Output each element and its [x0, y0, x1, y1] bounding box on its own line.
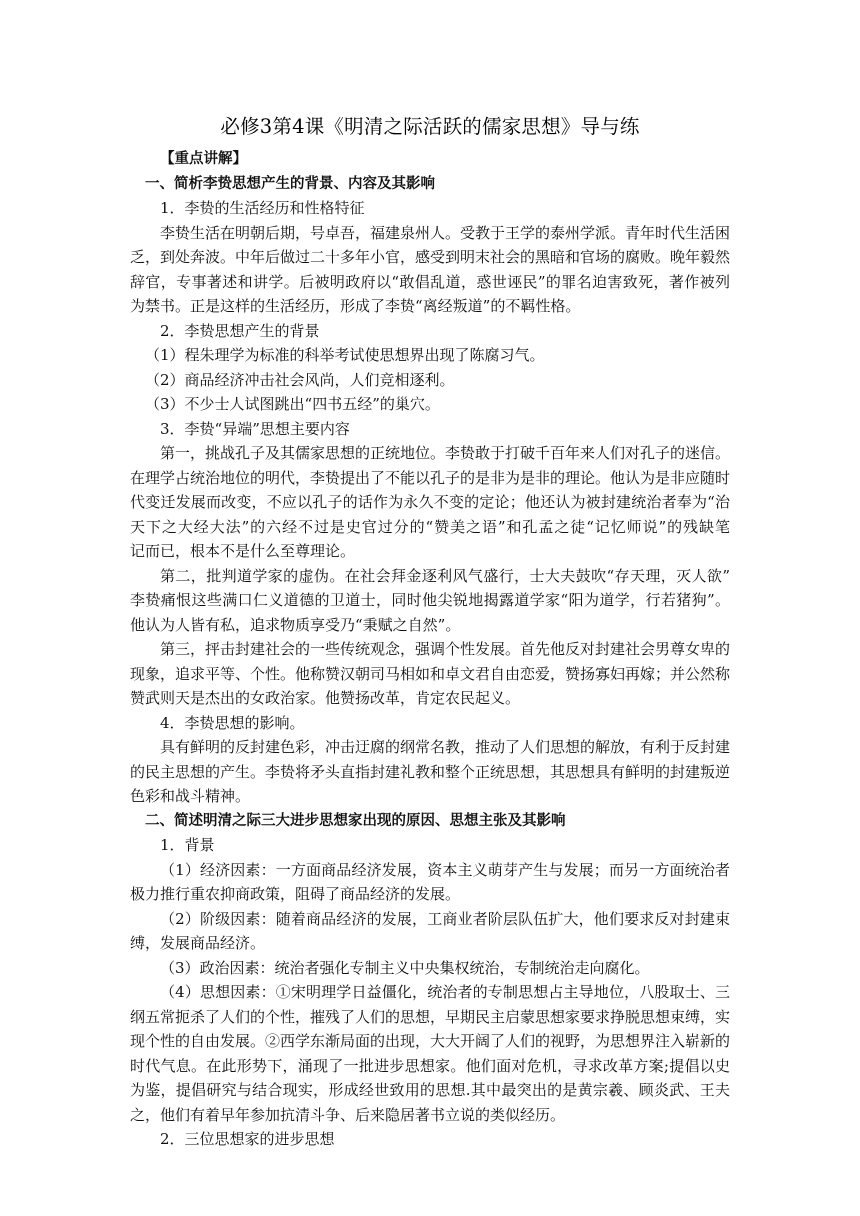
text-line: 辞官，专事著述和讲学。后被明政府以“敢倡乱道，惑世诬民”的罪名迫害致死，著作被列: [130, 272, 730, 291]
text-line: 为鉴，提倡研究与结合现实，形成经世致用的思想.其中最突出的是黄宗羲、顾炎武、王夫: [130, 1081, 730, 1099]
section-heading: 一、简析李贽思想产生的背景、内容及其影响: [145, 175, 435, 192]
document-body: [130, 147, 730, 1152]
text-line: 2．李贽思想产生的背景: [160, 321, 320, 340]
text-line: （4）思想因素：①宋明理学日益僵化，统治者的专制思想占主导地位，八股取士、三: [160, 983, 730, 1001]
text-line: 1．李贽的生活经历和性格特征: [160, 199, 365, 217]
text-line: 色彩和战斗精神。: [130, 787, 251, 805]
text-line: （1）经济因素：一方面商品经济发展，资本主义萌芽产生与发展；而另一方面统治者: [160, 860, 730, 879]
text-line: 1．背景: [160, 836, 215, 854]
text-line: 赞武则天是杰出的女政治家。他赞扬改革，肯定农民起义。: [130, 689, 521, 707]
section-heading: 二、简述明清之际三大进步思想家出现的原因、思想主张及其影响: [145, 812, 566, 829]
text-line: 第二，批判道学家的虚伪。在社会拜金逐利风气盛行，士大夫鼓吹“存天理，灭人欲”: [160, 566, 730, 585]
text-line: 具有鲜明的反封建色彩，冲击迂腐的纲常名教，推动了人们思想的解放，有利于反封建: [160, 738, 730, 756]
text-line: 在理学占统治地位的明代，李贽提出了不能以孔子的是非为是非的理论。他认为是非应随时: [130, 468, 730, 487]
text-line: 2．三位思想家的进步思想: [160, 1130, 335, 1148]
text-line: 时代气息。在此形势下，涌现了一批进步思想家。他们面对危机，寻求改革方案;提倡以史: [130, 1056, 730, 1075]
text-line: （3）政治因素：统治者强化专制主义中央集权统治，专制统治走向腐化。: [160, 958, 650, 977]
text-line: 现象，追求平等、个性。他称赞汉朝司马相如和卓文君自由恋爱，赞扬寡妇再嫁；并公然称: [130, 664, 730, 683]
text-line: 李贽痛恨这些满口仁义道德的卫道士，同时他尖锐地揭露道学家“阳为道学，行若猪狗”。: [130, 591, 730, 609]
text-line: 李贽生活在明朝后期，号卓吾，福建泉州人。受教于王学的泰州学派。青年时代生活困: [160, 223, 730, 242]
text-line: 他认为人皆有私，追求物质享受乃“秉赋之自然”。: [130, 615, 461, 634]
text-line: 为禁书。正是这样的生活经历，形成了李贽“离经叛道”的不羁性格。: [130, 297, 581, 315]
text-line: （2）商品经济冲击社会风尚，人们竞相逐利。: [145, 370, 455, 389]
section-heading: 【重点讲解】: [160, 151, 247, 167]
text-line: 纲五常扼杀了人们的个性，摧残了人们的思想，早期民主启蒙思想家要求挣脱思想束缚，实: [130, 1007, 730, 1026]
text-line: 第一，挑战孔子及其儒家思想的正统地位。李贽敢于打破千百年来人们对孔子的迷信。: [160, 444, 730, 462]
document-title: 必修3第4课《明清之际活跃的儒家思想》导与练: [220, 115, 640, 138]
text-line: 极力推行重农抑商政策，阻碍了商品经济的发展。: [130, 885, 461, 903]
text-line: 的民主思想的产生。李贽将矛头直指封建礼教和整个正统思想，其思想具有鲜明的封建叛逆: [130, 762, 730, 781]
text-line: 缚，发展商品经济。: [130, 934, 266, 952]
text-line: 第三，抨击封建社会的一些传统观念，强调个性发展。首先他反对封建社会男尊女卑的: [160, 640, 730, 658]
text-line: 乏，到处奔波。中年后做过二十多年小官，感受到明末社会的黑暗和官场的腐败。晚年毅然: [130, 248, 730, 266]
text-line: 天下之大经大法”的六经不过是史官过分的“赞美之语”和孔孟之徒“记忆师说”的残缺笔: [130, 517, 730, 536]
text-line: （3）不少士人试图跳出“四书五经”的巢穴。: [145, 395, 440, 413]
text-line: 现个性的自由发展。②西学东渐局面的出现，大大开阔了人们的视野，为思想界注入崭新的: [130, 1032, 730, 1050]
text-line: 3．李贽“异端”思想主要内容: [160, 419, 350, 438]
text-line: （1）程朱理学为标准的科举考试使思想界出现了陈腐习气。: [145, 346, 545, 364]
text-line: 代变迁发展而改变，不应以孔子的话作为永久不变的定论；他还认为被封建统治者奉为“治: [130, 493, 730, 511]
text-line: 4．李贽思想的影响。: [160, 713, 305, 732]
document-page: [130, 0, 730, 1216]
text-line: （2）阶级因素：随着商品经济的发展，工商业者阶层队伍扩大，他们要求反对封建束: [160, 909, 730, 928]
text-line: 记而已，根本不是什么至尊理论。: [130, 542, 356, 560]
text-line: 之，他们有着早年参加抗清斗争、后来隐居著书立说的类似经历。: [130, 1105, 566, 1124]
